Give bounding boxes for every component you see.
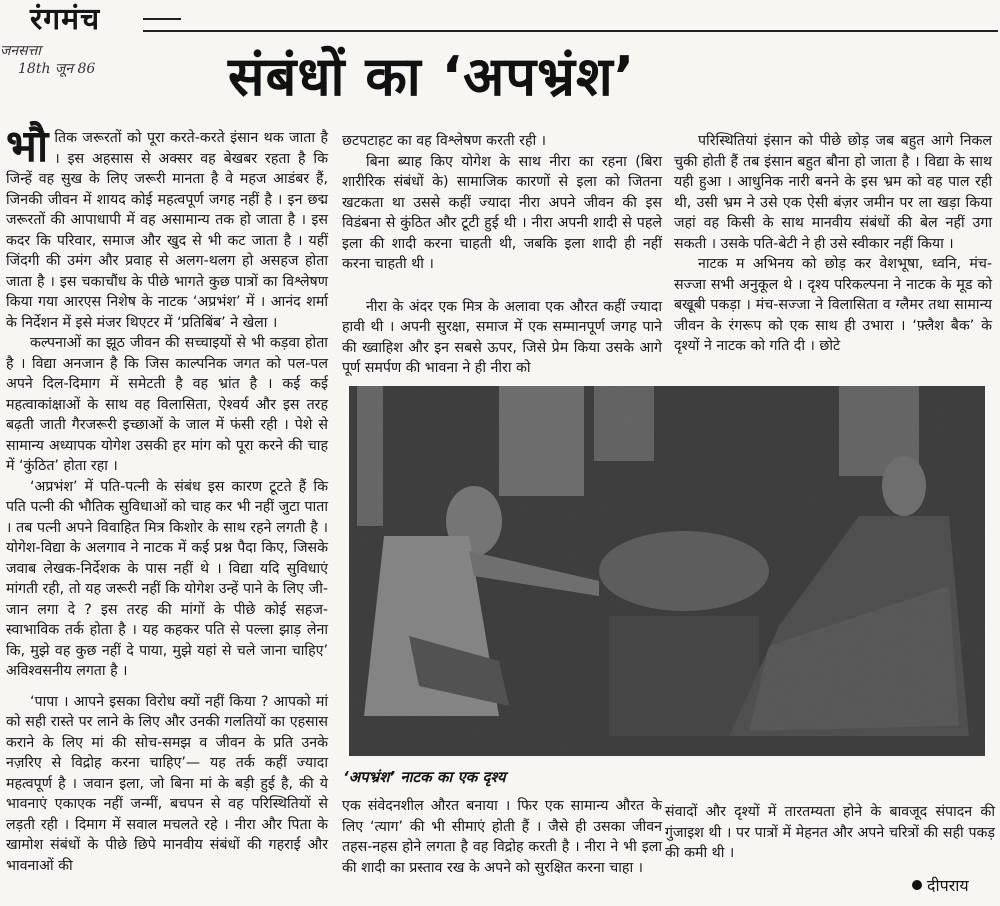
section-rule: [143, 30, 998, 32]
article-column-2-bottom: [342, 796, 662, 878]
handwritten-note: [0, 42, 140, 78]
handwritten-note-line2: 18th जून 86: [18, 61, 96, 77]
article-column-3-bottom: [665, 802, 995, 864]
section-label: रंगमंच: [30, 2, 101, 37]
section-rule-short: [143, 18, 181, 20]
article-column-1: [6, 121, 328, 876]
dropcap: भौ: [6, 121, 49, 172]
author-name: दीपराय: [927, 876, 969, 895]
paragraph: ‘अप्रभंश’ में पति-पत्नी के संबंध इस कारण टूटते हैं कि पति पत्नी की भौतिक सुविधाओं को चाह कर भी नहीं जुटा पाता । तब पत्नी अपने विवाहित मित्र किशोर के साथ रहने लगती है । योगेश-विद्या के अलगाव ने नाटक में कई प्रश्न पैदा किए, जिसके जवाब लेखक-निर्देशक के पास नहीं थे । विद्या यदि सुविधाएं मांगती रही, तो यह जरूरी नहीं कि योगेश उन्हें पाने के लिए जी-जान लगा दे ? इस तरह की मांगों के पीछे कोई सहज-स्वाभाविक तर्क होता है । यह कहकर पति से पल्ला झाड़ लेना कि, मुझे वह कुछ नहीं दे पाया, मुझे यहां से चले जाना चाहिए’ अविश्वसनीय लगता है ।: [6, 478, 328, 679]
paragraph: बिना ब्याह किए योगेश के साथ नीरा का रहना (बिरा शारीरिक संबंधों के) सामाजिक कारणों से इला को जितना खटकता था उससे कहीं ज्यादा नीरा अपने जीवन की इस विडंबना से कुंठित और टूटी हुई थी । नीरा अपनी शादी से पहले इला की शादी करना चाहती थी, जबकि इला शादी ही नहीं करना चाहती थी ।: [342, 153, 662, 272]
headline: संबंधों का ‘अपभ्रंश’: [228, 45, 636, 108]
paragraph: नीरा के अंदर एक मित्र के अलावा एक औरत कहीं ज्यादा हावी थी । अपनी सुरक्षा, समाज में एक सम्मानपूर्ण जगह पाने की ख्वाहिश और इन सबसे ऊपर, जिसे प्रेम किया उसके आगे पूर्ण समर्पण की भावना ने ही नीरा को: [342, 298, 662, 376]
bullet-icon: [912, 880, 922, 890]
paragraph: छटपटाहट का वह विश्लेषण करती रही ।: [342, 133, 547, 149]
byline: [912, 874, 969, 896]
stage-photo-image: [349, 386, 985, 756]
paragraph: संवादों और दृश्यों में तारतम्यता होने के बावजूद संपादन की गुंजाइश थी । पर पात्रों में मेहनत और अपने चरित्रों की सही पकड़ की कमी थी ।: [665, 804, 995, 861]
article-column-3: [674, 131, 992, 357]
paragraph: तिक जरूरतों को पूरा करते-करते इंसान थक जाता है । इस अहसास से अक्सर वह बेखबर रहता है कि जिन्हें वह सुख के लिए जरूरी मानता है वे महज आडंबर हैं, जिनकी जीवन में शायद कोई महत्वपूर्ण जगह नहीं है । इन छद्म जरूरतों की आपाधापी में वह असामान्य तक हो जाता है । इस कदर कि परिवार, समाज और खुद से भी कट जाता है । यहीं जिंदगी की उमंग और प्रवाह से अलग-थलग हो असहज होता जाता है । इस चकाचौंध के पीछे भागते कुछ पात्रों का विश्लेषण किया गया आरएस निशेष के नाटक ‘अप्रभंश’ में । आनंद शर्मा के निर्देशन में इसे मंजर थिएटर में ‘प्रतिबिंब’ ने खेला ।: [6, 130, 328, 331]
paragraph: नाटक म अभिनय को छोड़ कर वेशभूषा, ध्वनि, मंच-सज्जा सभी अनुकूल थे । दृश्य परिकल्पना ने नाटक के मूड को बखूबी पकड़ा । मंच-सज्जा ने विलासिता व ग्लैमर तथा सामान्य जीवन के रंगरूप को एक साथ ही उभारा । ‘फ़्लैश बैक’ के दृश्यों ने नाटक को गति दी । छोटे: [674, 256, 992, 354]
stage-photo: [349, 386, 985, 756]
paragraph: एक संवेदनशील औरत बनाया । फिर एक सामान्य औरत के लिए ‘त्याग’ की भी सीमाएं होती हैं । जैसे ही उसका जीवन तहस-नहस होने लगता है वह विद्रोह करती है । नीरा ने भी इला की शादी का प्रस्ताव रख के अपने को सुरक्षित करना चाहा ।: [342, 798, 662, 876]
handwritten-note-line1: जनसत्ता: [0, 43, 41, 59]
article-column-2: [342, 131, 662, 379]
paragraph: परिस्थितियां इंसान को पीछे छोड़ जब बहुत आगे निकल चुकी होती हैं तब इंसान बहुत बौना हो जाता है । विद्या के साथ यही हुआ । आधुनिक नारी बनने के इस भ्रम को वह पाल रही थी, उसी भ्रम ने उसे एक ऐसी बंज़र जमीन पर ला खड़ा किया जहां वह किसी के साथ मानवीय संबंधों की बेल नहीं उगा सकती । उसके पति-बेटी ने ही उसे स्वीकार नहीं किया ।: [674, 133, 992, 252]
paragraph: ‘पापा । आपने इसका विरोध क्यों नहीं किया ? आपको मां को सही रास्ते पर लाने के लिए और उनकी गलतियों का एहसास कराने के लिए मां की सोच-समझ व जीवन के प्रति उनके नज़रिए से विद्रोह करना चाहिए’— यह तर्क कहीं ज्यादा महत्वपूर्ण है । जवान इला, जो बिना मां के बड़ी हुई है, की ये भावनाएं एकाएक नहीं जन्मीं, बचपन से वह परिस्थितियों से लड़ती रही । दिमाग में सवाल मचलते रहे । नीरा और पिता के खामोश संबंधों के पीछे छिपे मानवीय संबंधों की गहराई और भावनाओं की: [6, 693, 328, 874]
paragraph: कल्पनाओं का झूठ जीवन की सच्चाइयों से भी कड़वा होता है । विद्या अनजान है कि जिस काल्पनिक जगत को पल-पल अपने दिल-दिमाग में समेटती है वह भ्रांत है । कई कई महत्वाकांक्षाओं के साथ वह विलासिता, ऐश्वर्य और इस तरह बढ़ती जाती गैरजरूरी इच्छाओं के जाल में फंसी रही । पेशे से सामान्य अध्यापक योगेश उसकी हर मांग को पूरा करने की चाह में ‘कुंठित’ होता रहा ।: [6, 335, 328, 474]
photo-caption: ‘अपभ्रंश’ नाटक का एक दृश्य: [343, 768, 506, 786]
